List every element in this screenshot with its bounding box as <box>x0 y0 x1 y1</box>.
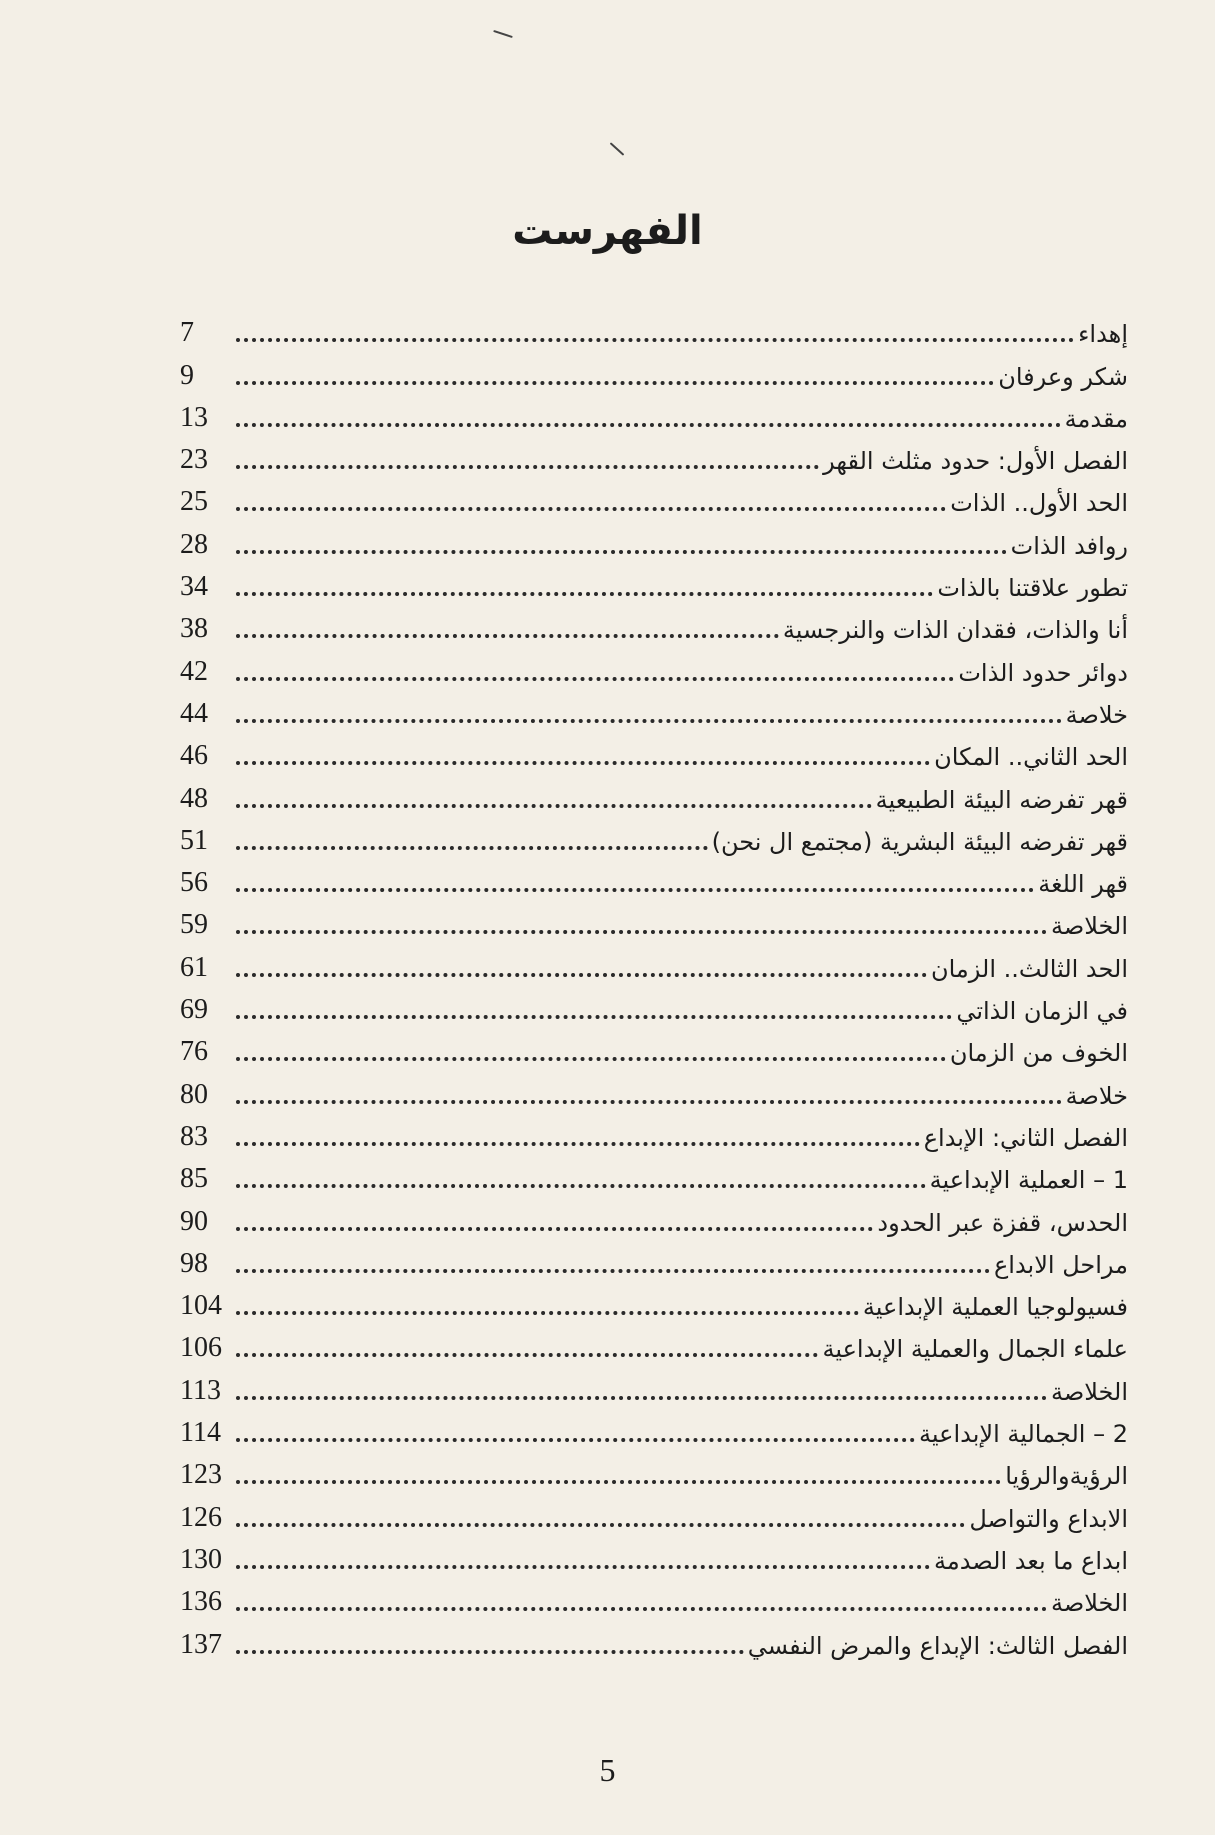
toc-entry-page: 59 <box>180 909 208 941</box>
toc-entry-title: الفصل الثالث: الإبداع والمرض النفسي <box>747 1631 1128 1660</box>
toc-entry-title: روافد الذات <box>1010 531 1128 560</box>
dot-leader <box>236 1607 1047 1611</box>
dot-leader <box>236 804 872 808</box>
dot-leader <box>236 719 1062 723</box>
toc-entry-title: الخلاصة <box>1050 1377 1128 1406</box>
toc-entry-title: الفصل الثاني: الإبداع <box>923 1123 1128 1152</box>
toc-entry <box>180 1152 1128 1194</box>
dot-leader <box>236 761 930 765</box>
toc-entry <box>180 1448 1128 1490</box>
toc-entry <box>180 814 1128 856</box>
dot-leader <box>236 1565 930 1569</box>
toc-entry-page: 23 <box>180 444 208 476</box>
toc-entry-title: خلاصة <box>1065 700 1128 729</box>
dot-leader <box>236 1523 965 1527</box>
dot-leader <box>236 338 1074 342</box>
ink-mark <box>493 30 513 38</box>
toc-entry-title: تطور علاقتنا بالذات <box>937 574 1128 603</box>
toc-entry <box>180 1279 1128 1321</box>
toc-entry-page: 137 <box>180 1628 222 1660</box>
dot-leader <box>236 973 927 977</box>
page-number: 5 <box>599 1752 616 1788</box>
toc-entry-title: مقدمة <box>1064 404 1128 433</box>
toc-entry <box>180 391 1128 433</box>
toc-entry <box>180 1067 1128 1109</box>
toc-entry-page: 90 <box>180 1205 208 1237</box>
toc-entry-title: أنا والذات، فقدان الذات والنرجسية <box>782 616 1128 645</box>
dot-leader <box>236 634 779 638</box>
toc-entry-page: 98 <box>180 1247 208 1279</box>
toc-entry-page: 85 <box>180 1163 208 1195</box>
toc-entry-title: الحد الثالث.. الزمان <box>930 954 1128 983</box>
dot-leader <box>236 1269 990 1273</box>
dot-leader <box>236 1480 1001 1484</box>
toc-entry <box>180 1533 1128 1575</box>
dot-leader <box>236 550 1007 554</box>
toc-entry <box>180 940 1128 982</box>
dot-leader <box>236 592 933 596</box>
toc-entry-title: دوائر حدود الذات <box>958 658 1128 687</box>
toc-entry-page: 104 <box>180 1290 222 1322</box>
toc-entry <box>180 1194 1128 1236</box>
toc-entry-page: 48 <box>180 782 208 814</box>
toc-entry <box>180 1490 1128 1532</box>
toc-entry-title: قهر تفرضه البيئة الطبيعية <box>875 785 1128 814</box>
toc-entry-page: 114 <box>180 1417 221 1449</box>
toc-entry-title: فسيولوجيا العملية الإبداعية <box>862 1293 1128 1322</box>
dot-leader <box>236 1142 920 1146</box>
toc-entry-title: 2 – الجمالية الإبداعية <box>919 1420 1128 1449</box>
toc-entry-page: 76 <box>180 1036 208 1068</box>
toc-entry <box>180 771 1128 813</box>
toc-entry <box>180 348 1128 390</box>
dot-leader <box>236 1057 946 1061</box>
toc-entry-page: 69 <box>180 994 208 1026</box>
toc-entry <box>180 1406 1128 1448</box>
dot-leader <box>236 1396 1047 1400</box>
toc-entry <box>180 729 1128 771</box>
toc-entry-title: قهر تفرضه البيئة البشرية (مجتمع ال نحن) <box>711 827 1128 856</box>
toc-entry <box>180 1110 1128 1152</box>
toc-entry-page: 136 <box>180 1586 222 1618</box>
toc-entry-page: 106 <box>180 1332 222 1364</box>
toc-entry-page: 46 <box>180 740 208 772</box>
toc-entry-title: إهداء <box>1078 320 1128 349</box>
toc-entry-page: 130 <box>180 1543 222 1575</box>
toc-entry <box>180 687 1128 729</box>
toc-entry <box>180 1025 1128 1067</box>
ink-mark <box>610 142 625 156</box>
dot-leader <box>236 930 1047 934</box>
toc-entry <box>180 1617 1128 1659</box>
toc-entry-title: الخلاصة <box>1050 1589 1128 1618</box>
toc-entry-title: الخوف من الزمان <box>949 1039 1128 1068</box>
toc-entry <box>180 898 1128 940</box>
toc-entry <box>180 983 1128 1025</box>
dot-leader <box>236 677 954 681</box>
toc-entry-page: 7 <box>180 317 194 349</box>
toc-entry-title: علماء الجمال والعملية الإبداعية <box>822 1335 1128 1364</box>
toc-entry-title: ابداع ما بعد الصدمة <box>934 1546 1128 1575</box>
dot-leader <box>236 1015 952 1019</box>
toc-entry <box>180 644 1128 686</box>
toc-entry <box>180 1237 1128 1279</box>
toc-entry-page: 113 <box>180 1374 221 1406</box>
toc-entry <box>180 560 1128 602</box>
toc-entry-page: 38 <box>180 613 208 645</box>
table-of-contents <box>180 306 1128 1660</box>
dot-leader <box>236 1438 915 1442</box>
dot-leader <box>236 1311 859 1315</box>
toc-entry-title: في الزمان الذاتي <box>956 997 1128 1026</box>
toc-entry-page: 25 <box>180 486 208 518</box>
dot-leader <box>236 465 819 469</box>
toc-entry-title: الخلاصة <box>1050 912 1128 941</box>
toc-entry-title: شكر وعرفان <box>998 362 1128 391</box>
toc-entry <box>180 1363 1128 1405</box>
toc-entry <box>180 433 1128 475</box>
toc-entry-title: الرؤيةوالرؤيا <box>1005 1462 1128 1491</box>
toc-entry <box>180 1575 1128 1617</box>
toc-entry <box>180 306 1128 348</box>
toc-entry-page: 28 <box>180 528 208 560</box>
toc-entry-page: 61 <box>180 951 208 983</box>
dot-leader <box>236 1100 1062 1104</box>
toc-entry-page: 13 <box>180 401 208 433</box>
dot-leader <box>236 507 946 511</box>
dot-leader <box>236 1353 818 1357</box>
toc-entry-title: قهر اللغة <box>1038 870 1128 899</box>
dot-leader <box>236 1650 744 1654</box>
toc-entry-page: 56 <box>180 867 208 899</box>
toc-entry-title: 1 – العملية الإبداعية <box>929 1166 1128 1195</box>
toc-entry-page: 80 <box>180 1078 208 1110</box>
toc-entry-page: 123 <box>180 1459 222 1491</box>
page-title: الفهرست <box>512 208 703 254</box>
toc-entry-title: مراحل الابداع <box>993 1250 1128 1279</box>
toc-entry-page: 83 <box>180 1120 208 1152</box>
toc-entry <box>180 517 1128 559</box>
toc-entry-page: 9 <box>180 359 194 391</box>
dot-leader <box>236 1227 873 1231</box>
dot-leader <box>236 888 1034 892</box>
toc-entry-page: 51 <box>180 824 208 856</box>
toc-entry-page: 42 <box>180 655 208 687</box>
toc-entry-page: 34 <box>180 571 208 603</box>
toc-entry <box>180 1321 1128 1363</box>
toc-entry-title: الحد الثاني.. المكان <box>934 743 1128 772</box>
toc-entry-title: الفصل الأول: حدود مثلث القهر <box>823 447 1128 476</box>
dot-leader <box>236 1184 926 1188</box>
toc-entry-page: 126 <box>180 1501 222 1533</box>
toc-entry <box>180 475 1128 517</box>
toc-entry-title: الحدس، قفزة عبر الحدود <box>877 1208 1128 1237</box>
toc-entry-title: الحد الأول.. الذات <box>950 489 1128 518</box>
toc-entry-title: الابداع والتواصل <box>969 1504 1128 1533</box>
dot-leader <box>236 846 708 850</box>
dot-leader <box>236 381 994 385</box>
toc-entry-page: 44 <box>180 697 208 729</box>
toc-entry <box>180 602 1128 644</box>
toc-entry <box>180 856 1128 898</box>
dot-leader <box>236 423 1061 427</box>
toc-entry-title: خلاصة <box>1065 1081 1128 1110</box>
